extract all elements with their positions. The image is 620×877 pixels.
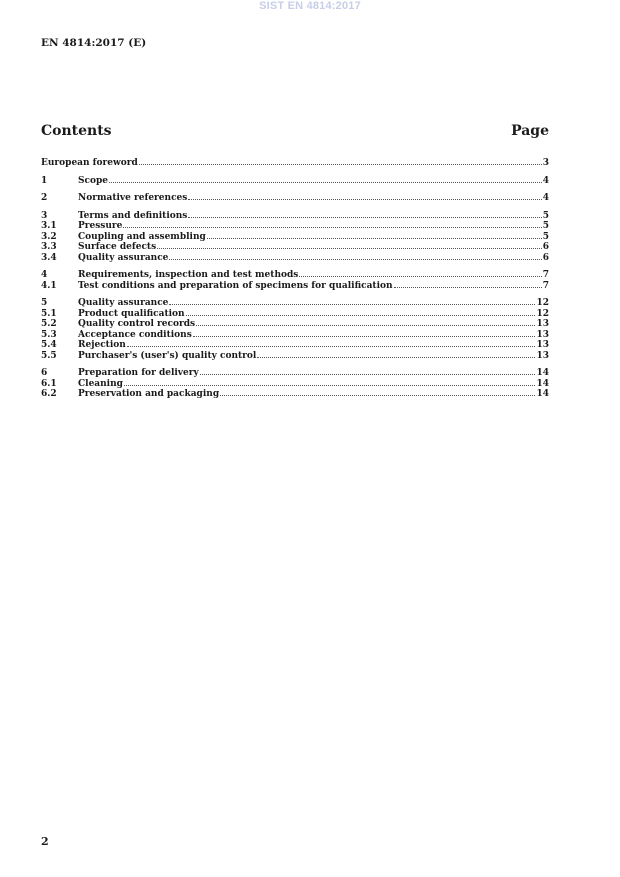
- toc-entry-number: 5.3: [41, 329, 57, 340]
- toc-entry-page: 6: [542, 252, 549, 263]
- toc-entry-title: Product qualification: [78, 308, 185, 319]
- toc-entry-title: Quality control records: [78, 319, 196, 329]
- toc-dot-leader: [124, 378, 536, 386]
- toc-entry[interactable]: [41, 175, 549, 186]
- toc-entry-page: 7: [542, 280, 549, 291]
- toc-dot-leader: [220, 388, 535, 396]
- toc-dot-leader: [200, 367, 536, 375]
- toc-entry-number: 5: [41, 298, 48, 308]
- page-number: 2: [41, 835, 49, 848]
- toc-entry-title: Pressure: [78, 221, 123, 231]
- toc-entry-page: 3: [542, 158, 549, 168]
- toc-entry-page: 13: [536, 340, 549, 350]
- toc-entry[interactable]: [41, 280, 549, 291]
- toc-entry-page: 5: [542, 231, 549, 242]
- toc-entry-page: 4: [542, 193, 549, 203]
- toc-dot-leader: [207, 231, 542, 239]
- toc-entry[interactable]: [41, 297, 549, 308]
- toc-entry-title: Coupling and assembling: [78, 231, 206, 242]
- toc-entry-page: 7: [542, 270, 549, 280]
- toc-entry-title: Acceptance conditions: [78, 329, 192, 340]
- toc-entry-page: 14: [536, 368, 549, 378]
- toc-entry-title: Purchaser's (user's) quality control: [78, 350, 257, 361]
- toc-entry-title: Quality assurance: [78, 298, 169, 308]
- toc-entry-page: 14: [536, 389, 549, 399]
- toc-dot-leader: [169, 252, 541, 260]
- toc-entry[interactable]: [41, 367, 549, 378]
- toc-dot-leader: [123, 220, 541, 228]
- toc-entry-page: 12: [536, 308, 549, 319]
- toc-entry-number: 6: [41, 368, 48, 378]
- toc-entry-title: Normative references: [78, 193, 188, 203]
- toc-entry[interactable]: [41, 241, 549, 252]
- toc-entry-page: 4: [542, 175, 549, 186]
- toc-entry[interactable]: [41, 192, 549, 203]
- toc-entry-number: 1: [41, 175, 48, 186]
- toc-entry-number: 3.3: [41, 242, 57, 252]
- toc-entry-title: Terms and definitions: [78, 210, 188, 221]
- toc-entry-number: 6.1: [41, 378, 57, 389]
- toc-dot-leader: [169, 297, 535, 305]
- toc-dot-leader: [186, 308, 536, 316]
- toc-dot-leader: [394, 280, 542, 288]
- toc-entry-page: 13: [536, 319, 549, 329]
- toc-dot-leader: [109, 175, 542, 183]
- toc-dot-leader: [299, 269, 541, 277]
- toc-entry-page: 5: [542, 210, 549, 221]
- toc-entry-number: 3.2: [41, 231, 57, 242]
- toc-entry-page: 12: [536, 298, 549, 308]
- toc-entry-number: 3.1: [41, 221, 57, 231]
- toc-entry-title: Surface defects: [78, 242, 157, 252]
- table-of-contents: [41, 157, 549, 399]
- toc-entry[interactable]: [41, 350, 549, 361]
- toc-entry-page: 5: [542, 221, 549, 231]
- toc-entry-page: 13: [536, 350, 549, 361]
- toc-entry-title: Cleaning: [78, 378, 123, 389]
- watermark-text: SIST EN 4814:2017: [259, 0, 361, 12]
- contents-title: Contents: [41, 123, 112, 139]
- page-column-label: Page: [511, 123, 549, 139]
- toc-entry[interactable]: [41, 339, 549, 350]
- toc-entry-page: 14: [536, 378, 549, 389]
- toc-entry-page: 6: [542, 242, 549, 252]
- toc-entry-number: 4: [41, 270, 48, 280]
- toc-entry-page: 13: [536, 329, 549, 340]
- toc-entry-number: 5.2: [41, 319, 57, 329]
- toc-entry-number: 3: [41, 210, 48, 221]
- contents-heading: [41, 123, 549, 139]
- toc-entry[interactable]: [41, 252, 549, 263]
- toc-entry[interactable]: [41, 388, 549, 399]
- toc-dot-leader: [157, 241, 542, 249]
- toc-entry-number: 5.5: [41, 350, 57, 361]
- toc-entry[interactable]: [41, 231, 549, 242]
- toc-dot-leader: [193, 329, 536, 337]
- toc-entry-number: 2: [41, 193, 48, 203]
- toc-dot-leader: [196, 318, 535, 326]
- toc-entry[interactable]: [41, 318, 549, 329]
- toc-entry-title: Scope: [78, 175, 109, 186]
- document-identifier: EN 4814:2017 (E): [41, 37, 147, 49]
- toc-entry-title: Preparation for delivery: [78, 368, 199, 378]
- toc-entry-title: European foreword: [41, 158, 138, 168]
- toc-entry-number: 5.1: [41, 308, 57, 319]
- toc-entry[interactable]: [41, 308, 549, 319]
- toc-entry[interactable]: [41, 378, 549, 389]
- toc-entry-title: Quality assurance: [78, 252, 169, 263]
- toc-entry[interactable]: [41, 220, 549, 231]
- toc-entry-title: Preservation and packaging: [78, 389, 220, 399]
- toc-entry-number: 6.2: [41, 389, 57, 399]
- toc-entry[interactable]: [41, 329, 549, 340]
- toc-entry[interactable]: [41, 157, 549, 168]
- toc-entry-number: 5.4: [41, 340, 57, 350]
- toc-dot-leader: [257, 350, 535, 358]
- toc-entry-title: Requirements, inspection and test methods: [78, 270, 299, 280]
- toc-entry[interactable]: [41, 269, 549, 280]
- toc-entry-title: Test conditions and preparation of specimens for qualification: [78, 280, 393, 291]
- toc-dot-leader: [188, 192, 541, 200]
- toc-dot-leader: [139, 157, 542, 165]
- toc-entry[interactable]: [41, 210, 549, 221]
- toc-entry-number: 3.4: [41, 252, 57, 263]
- toc-entry-title: Rejection: [78, 340, 126, 350]
- toc-entry-number: 4.1: [41, 280, 57, 291]
- toc-dot-leader: [127, 339, 536, 347]
- toc-dot-leader: [188, 210, 541, 218]
